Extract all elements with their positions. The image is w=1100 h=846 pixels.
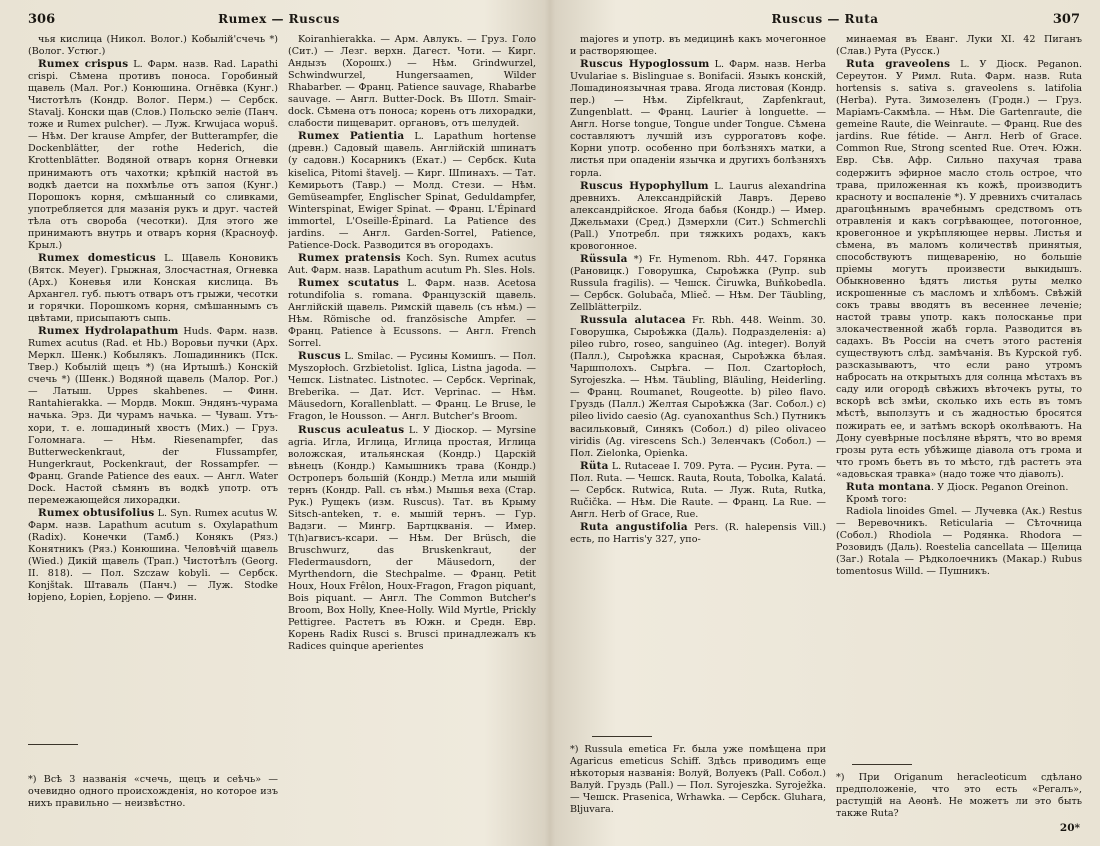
entry-text: . У Діоск. Peganon Oreinon. bbox=[931, 481, 1069, 493]
entry-text: Koch. Syn. Rumex acutus Aut. Фарм. назв. Lapathum acutum Ph. Sles. Hols. bbox=[288, 252, 536, 276]
dictionary-entry bbox=[28, 325, 278, 507]
entry-text: Кромѣ того: bbox=[846, 493, 907, 505]
entry-text: L. Smilac. — Русины Комишъ. — Пол. Myszopłoch. Grzbietolist. Iglica, Listna jagoda. — Чешск. Listnatec. Listnotec. — Сербск. Veprinak, Breberika. — Дат. Ист. Veprinac. — Нѣм. Mäusedorn, Korallenblatt. — Франц. Le Bruse, le Fragon, le Housson. — Англ. Butcher's Broom. bbox=[288, 351, 536, 423]
entry-headword: Rüssula bbox=[580, 252, 628, 265]
dictionary-entry bbox=[288, 277, 536, 350]
entry-text: минаемая въ Еванг. Луки XI. 42 Пиганъ (Слав.) Рута (Русск.) bbox=[836, 34, 1082, 58]
entry-text: чья кислица (Никол. Волог.) Кобылій'счечь *) (Волог. Устюг.) bbox=[28, 34, 278, 58]
entry-text: Pers. (R. halepensis Vill.) есть, по Harris'y 327, упо- bbox=[570, 521, 826, 545]
entry-headword: Rumex Hydrolapathum bbox=[38, 325, 179, 338]
right-column-1 bbox=[570, 34, 826, 728]
entry-text: L. У Діоскор. — Myrsine agria. Игла, Иглица, Иглица простая, Иглица воложская, итальянская (Кондр.) Царскій вѣнецъ (Кондр.) Камышникъ трава (Кондр.) Остроперъ большій (Кондр.) Метла или мышій тернъ (Кондр. Pall. съ нѣм.) Мышья веха (Стар. Рук.) Рущекъ (изм. Ruscus). Тат. въ Крыму Sitsch-anteken, т. е. мышій тернъ. — Гур. Вадзги. — Мингр. Бартцкванія. — Имер. Т(h)агвисъ-ксари. — Нѣм. Der Brüsch, die Bruschwurz, das Bruskenkraut, der Fledermausdorn, der Mäusedorn, der Myrthendorn, die Stechpalme. — Франц. Petit Houx, Houx Frêlon, Houx-Fragon, Fragon piquant, Bois piquant. — Англ. The Common Butcher's Broom, Box Holly, Knee-Holly. Wild Myrtle, Prickly Pettigree. Растетъ въ Южн. и Средн. Евр. Корень Radix Rusci s. Brusci принадлежалъ къ Radices quinque aperientes bbox=[288, 424, 536, 653]
dictionary-entry bbox=[288, 34, 536, 130]
right-page bbox=[552, 0, 1100, 846]
entry-headword: Rumex domesticus bbox=[38, 251, 156, 264]
entry-text: *) Fr. Hymenom. Rbh. 447. Горянка (Рановицк.) Говорушка, Сыроѣжка (Рупр. sub Russula fragilis). — Чешск. Čiruwka, Buňkobedla. — Сербск. Golubača, Mlieč. — Нѣм. Der Täubling, Zellblätterpilz. bbox=[570, 253, 826, 314]
dictionary-entry bbox=[570, 460, 826, 521]
entry-headword: Ruta angustifolia bbox=[580, 520, 688, 533]
right-running-head bbox=[570, 12, 1080, 32]
right-footnote-rule-1 bbox=[592, 736, 652, 737]
dictionary-entry bbox=[570, 253, 826, 314]
entry-headword: Ruscus aculeatus bbox=[298, 423, 405, 436]
right-footnote-2: *) При Origanum heracleoticum сдѣлано предположеніе, что это есть «Регалъ», растущій на Аѳонѣ. Не можетъ ли это быть также Ruta? bbox=[836, 772, 1082, 820]
entry-text: L. У Діоск. Peganon. Сереутон. У Римл. Ruta. Фарм. назв. Ruta hortensis s. sativa s. graveolens s. latifolia (Herba). Рута. Зимозеленъ (Гродн.) — Груз. Маріамъ-Сакмѣла. — Нѣм. Die Gartenraute, die gemeine Raute, die Weinraute. — Франц. Rue des jardins. Rue fétide. — Англ. Herb of Grace. Common Rue, Strong scented Rue. Отеч. Южн. Евр. Сѣв. Афр. Сильно пахучая трава содержитъ эфирное масло столь острое, что трава, приложенная къ кожѣ, производитъ краснoту и воспаленіе *). У древнихъ считалась драгоцѣннымъ врачебнымъ средствомъ отъ отравленія и какъ согрѣвающее, потогонное, кровегонное и укрѣпляющее нервы. Листья и сѣмена, въ маломъ количествѣ принятыя, способствуютъ пищеваренію, но большіе пріемы могутъ произвести выкидышъ. Обыкновенно ѣдятъ листья руты мелко искрошенные съ масломъ и хлѣбомъ. Свѣжій сокъ травы вводятъ въ весеннее леченіе; настой травы употр. какъ полосканье при злокачественной жабѣ горла. Разводится въ садахъ. Въ Россіи на счетъ этого растенія существуютъ слѣд. замѣчанія. Въ Курской губ. разсказываютъ, что если рано утромъ набросать на открытыхъ для солнца мѣстахъ въ саду или огородѣ свѣжихъ вѣточекъ руты, то вскорѣ всѣ змѣи, сколько ихъ есть въ томъ мѣстѣ, выползутъ и съ жадностью бросятся пожирать ее, и затѣмъ вскорѣ околѣваютъ. На Дону суевѣрные посѣляне вѣрятъ, что во время грозы рута есть убѣжище діавола отъ грома и что громъ бьетъ въ то мѣсто, гдѣ растетъ эта «адовьская травка» (надо тоже что діаволъ). bbox=[836, 59, 1082, 480]
dictionary-entry bbox=[288, 252, 536, 277]
left-column-2 bbox=[288, 34, 536, 734]
dictionary-entry bbox=[570, 180, 826, 253]
dictionary-entry bbox=[28, 34, 278, 58]
entry-text: L. Laurus alexandrina древнихъ. Александрійскій Лавръ. Дерево александрійское. Ягода бабья (Кондр.) — Имер. Джельмахи (Сред.) Дзмерхли (Сит.) Schmerchli (Pall.) Употребл. при тяжкихъ родахъ, какъ кровогонное. bbox=[570, 180, 826, 252]
dictionary-entry bbox=[570, 314, 826, 460]
left-footnote-rule bbox=[28, 744, 78, 745]
left-running-head bbox=[28, 12, 530, 32]
right-footnote-1: *) Russula emetica Fr. была уже помѣщена при Agaricus emeticus Schiff. Здѣсь приводимъ еще нѣкоторыя названія: Волуй, Волуекъ (Pall. Собол.) Валуй. Груздь (Pall.) — Пол. Syrojeszka. Syroježka. — Чешск. Prasenica, Wrhawka. — Сербск. Gluhara, Bljuvara. bbox=[570, 744, 826, 816]
dictionary-entry bbox=[288, 424, 536, 654]
dictionary-entry bbox=[28, 252, 278, 325]
entry-text: Koiranhierakka. — Арм. Авлукъ. — Груз. Голо (Сит.) — Лезг. верхн. Дагест. Чоти. — Кирг. Андызъ (Хорошх.) — Нѣм. Grindwurzel, Schwindwurzel, Hungersaamen, Wilder Rhabarber. — Франц. Patience sauvage, Rhabarbe sauvage. — Англ. Butter-Dock. Въ Шотл. Smair-dock. Сѣмена отъ поноса; корень отъ лихорадки, слабости пищеварит. органовъ, отъ шелудей. bbox=[288, 34, 536, 130]
entry-text: L. Lapathum hortense (древн.) Садовый щавель. Англійскій шпинатъ (у садовн.) Косарникъ (Екат.) — Сербск. Kuta kiselica, Pitomi štavelj. — Кирг. Шпинахъ. — Тат. Кемирьотъ (Тавр.) — Молд. Стези. — Нѣм. Gemüseampfer, Englischer Spinat, Geduldampfer, Winterspinat, Ewiger Spinat. — Франц. L'Épinard immortel, L'Oseille-Épinard. La Patience des jardins. — Англ. Garden-Sorrel, Patience, Patience-Dock. Разводится въ огородахъ. bbox=[288, 131, 536, 251]
entry-headword: Ruta graveolens bbox=[846, 58, 951, 71]
entry-text: L. Syn. Rumex acutus W. Фарм. назв. Lapathum acutum s. Oxylapathum (Radix). Конечки (Тамб.) Конякъ (Ряз.) Конятникъ (Ряз.) Конюшина. Человѣчій щавель (Wied.) Дикій щавель (Трап.) Чистотѣлъ (Georg. II. 818). — Пол. Szczaw kobyli. — Сербск. Konjštak. Штаваль (Панч.) — Луж. Stodke łopjeno, Łopien, Łopjeno. — Финн. bbox=[28, 507, 278, 604]
entry-headword: Rumex pratensis bbox=[298, 251, 401, 264]
right-running-title: Ruscus — Ruta bbox=[771, 12, 879, 26]
entry-text: L. Rutaceae I. 709. Рута. — Русин. Рута. — Пол. Ruta. — Чешск. Rauta, Routa, Tobolka, Kalatá. — Сербск. Rutwica, Ruta. — Луж. Ruta, Rutka, Ručička. — Нѣм. Die Raute. — Франц. La Rue. — Англ. Herb of Grace, Rue. bbox=[570, 460, 826, 520]
dictionary-entry bbox=[836, 494, 1082, 506]
entry-headword: Rüta bbox=[580, 459, 609, 472]
dictionary-entry bbox=[570, 58, 826, 179]
dictionary-entry bbox=[836, 34, 1082, 58]
dictionary-entry bbox=[836, 481, 1082, 494]
left-footnote: *) Всѣ 3 названія «счечь, щецъ и сеѣчь» — очевидно одного происхожденія, но которое изъ нихъ правильно — неизвѣстно. bbox=[28, 774, 278, 810]
entry-headword: Russula alutacea bbox=[580, 314, 686, 327]
entry-headword: Rumex scutatus bbox=[298, 276, 400, 289]
left-running-title: Rumex — Ruscus bbox=[218, 12, 340, 26]
entry-headword: Ruscus Hypoglossum bbox=[580, 58, 710, 71]
dictionary-entry bbox=[570, 34, 826, 58]
entry-text: Fr. Rbh. 448. Weinm. 30. Говорушка, Сыроѣжка (Даль). Подразделенія: a) pileo rubro, roseo, sanguineo (Ag. integer). Волуй (Палл.), Сыроѣжка красная, Сыроѣжка бѣлая. Чаршполохъ. Сырѣга. — Пол. Czartopłoch, Syrojeszka. — Нѣм. Täubling, Bläuling, Heiderling. — Франц. Roumanet, Rougeotte. b) pileo flavo. Груздь (Палл.) Желтая Сыроѣжка (Заг. Собол.) c) pileo livido caesio (Ag. cyanoxanthus Sch.) Путникъ васильковый, Синякъ (Собол.) d) pileo olivaceo viridis (Ag. virescens Sch.) Зеленчакъ (Собол.) — Пол. Zielonka, Opienka. bbox=[570, 315, 826, 459]
entry-text: L. Фарм. назв. Rad. Lapathi crispi. Сѣмена противъ поноса. Горобиный щавель (Мал. Рог.) Конюшина. Огнёвка (Кунг.) Чистотѣлъ (Кондр. Волог. Перм.) — Сербск. Stavalj. Конски щав (Слов.) Польско эеліе (Панч. тоже и Rumex pulcher). — Луж. Krwujaca wopuš. — Нѣм. Der krause Ampfer, der Butterampfer, die Dockenblätter, der rothe Hederich, die Krottenblätter. Водяной отваръ корня Огневки принимаютъ отъ чахотки; крѣпкій настой въ водкѣ даетси на похмѣлье отъ запоя (Кунг.) Порошокъ корня, смѣшанный со сливками, употребляется для мазанія рукъ и друг. частей тѣла отъ свороба (чесотки). Для этого же принимаютъ внутрь и отваръ корня (Красноуф. Крыл.) bbox=[28, 59, 278, 251]
entry-text: L. Фарм. назв. Herba Uvulariae s. Bislinguae s. Bonifacii. Языкъ конскій, Лошадиноязычная трава. Ягода листовая (Кондр. пер.) — Нѣм. Zipfelkraut, Zapfenkraut, Zungenblatt. — Франц. Laurier à longuette. — Англ. Horse tongue, Tongue under Tongue. Сѣмена составляютъ лучшій изъ суррогатовъ кофе. Корни употр. особенно при болѣзняхъ матки, а листья при опаденіи язычка и другихъ болѣзняхъ горла. bbox=[570, 59, 826, 179]
left-page bbox=[0, 0, 548, 846]
left-page-number: 306 bbox=[28, 12, 56, 27]
dictionary-entry bbox=[288, 130, 536, 251]
entry-headword: Rumex obtusifolius bbox=[38, 506, 155, 519]
right-page-number: 307 bbox=[1052, 12, 1080, 27]
entry-text: L. Фарм. назв. Acetosa rotundifolia s. romana. Французскій щавель. Англійскій щавель. Римскій щавель (съ нѣм.) — Нѣм. Römische od. französische Ampfer. — Франц. Patience à Ecussons. — Англ. French Sorrel. bbox=[288, 277, 536, 350]
signature-mark: 20* bbox=[1059, 822, 1080, 834]
dictionary-entry bbox=[836, 506, 1082, 578]
dictionary-entry bbox=[28, 507, 278, 604]
right-column-2 bbox=[836, 34, 1082, 756]
entry-text: majores и употр. въ медицинѣ какъ мочегонное и растворяющее. bbox=[570, 34, 826, 58]
entry-headword: Ruta montana bbox=[846, 480, 932, 493]
entry-headword: Rumex crispus bbox=[38, 58, 129, 71]
dictionary-entry bbox=[28, 58, 278, 252]
entry-text: Huds. Фарм. назв. Rumex acutus (Rad. et Hb.) Воровьи пучки (Арх. Меркл. Шенк.) Кобылякъ. Лошадинникъ (Пск. Твер.) Кобылій щецъ *) (на Иртышѣ.) Конскій счечь *) (Шенк.) Водяной щавель (Малор. Рог.) — Латыш. Uppes skahbenes. — Финн. Rantahierakka. — Мордв. Мокш. Эндянъ-чурама начька. Эрз. Ди чурамъ начька. — Чуваш. Утъ-хори, т. е. лошадиный хвостъ (Мих.) — Груз. Голомнага. — Нѣм. Riesenampfer, das Butterweckenkraut, der Flussampfer, Hungerkraut, Pockenkraut, der Rossampfer. — Франц. Grande Patience des eaux. — Англ. Water Dock. Настой сѣмянъ въ водкѣ употр. отъ перемежающейся лихорадки. bbox=[28, 326, 278, 506]
left-column-1 bbox=[28, 34, 278, 734]
dictionary-entry bbox=[836, 58, 1082, 481]
entry-text: L. Щавель Коновикъ (Вятск. Меуег). Грыжная, Злосчастная, Огневка (Арх.) Коневья или Конская кислица. Въ Архангел. губ. пьютъ отваръ отъ грыжи, чесотки и горячки. Порошкомъ корня, смѣшаннымъ съ цвѣтами, присыпаютъ сыпь. bbox=[28, 252, 278, 325]
entry-headword: Ruscus Hypophyllum bbox=[580, 179, 709, 192]
entry-headword: Rumex Patientia bbox=[298, 130, 405, 143]
right-footnote-rule-2 bbox=[852, 764, 912, 765]
dictionary-entry bbox=[288, 350, 536, 423]
dictionary-entry bbox=[570, 521, 826, 546]
entry-text: Radiola linoides Gmel. — Лучевка (Ак.) Restus — Веревочникъ. Reticularia — Сѣточница (Собол.) Rhodiola — Родянка. Rhodora — Розовидъ (Даль). Roestelia cancellata — Щелица (Заг.) Rotala — Рѣдколоечникъ (Макар.) Rubus tomentosus Willd. — Пушникъ. bbox=[836, 505, 1082, 578]
entry-headword: Ruscus bbox=[298, 350, 341, 363]
